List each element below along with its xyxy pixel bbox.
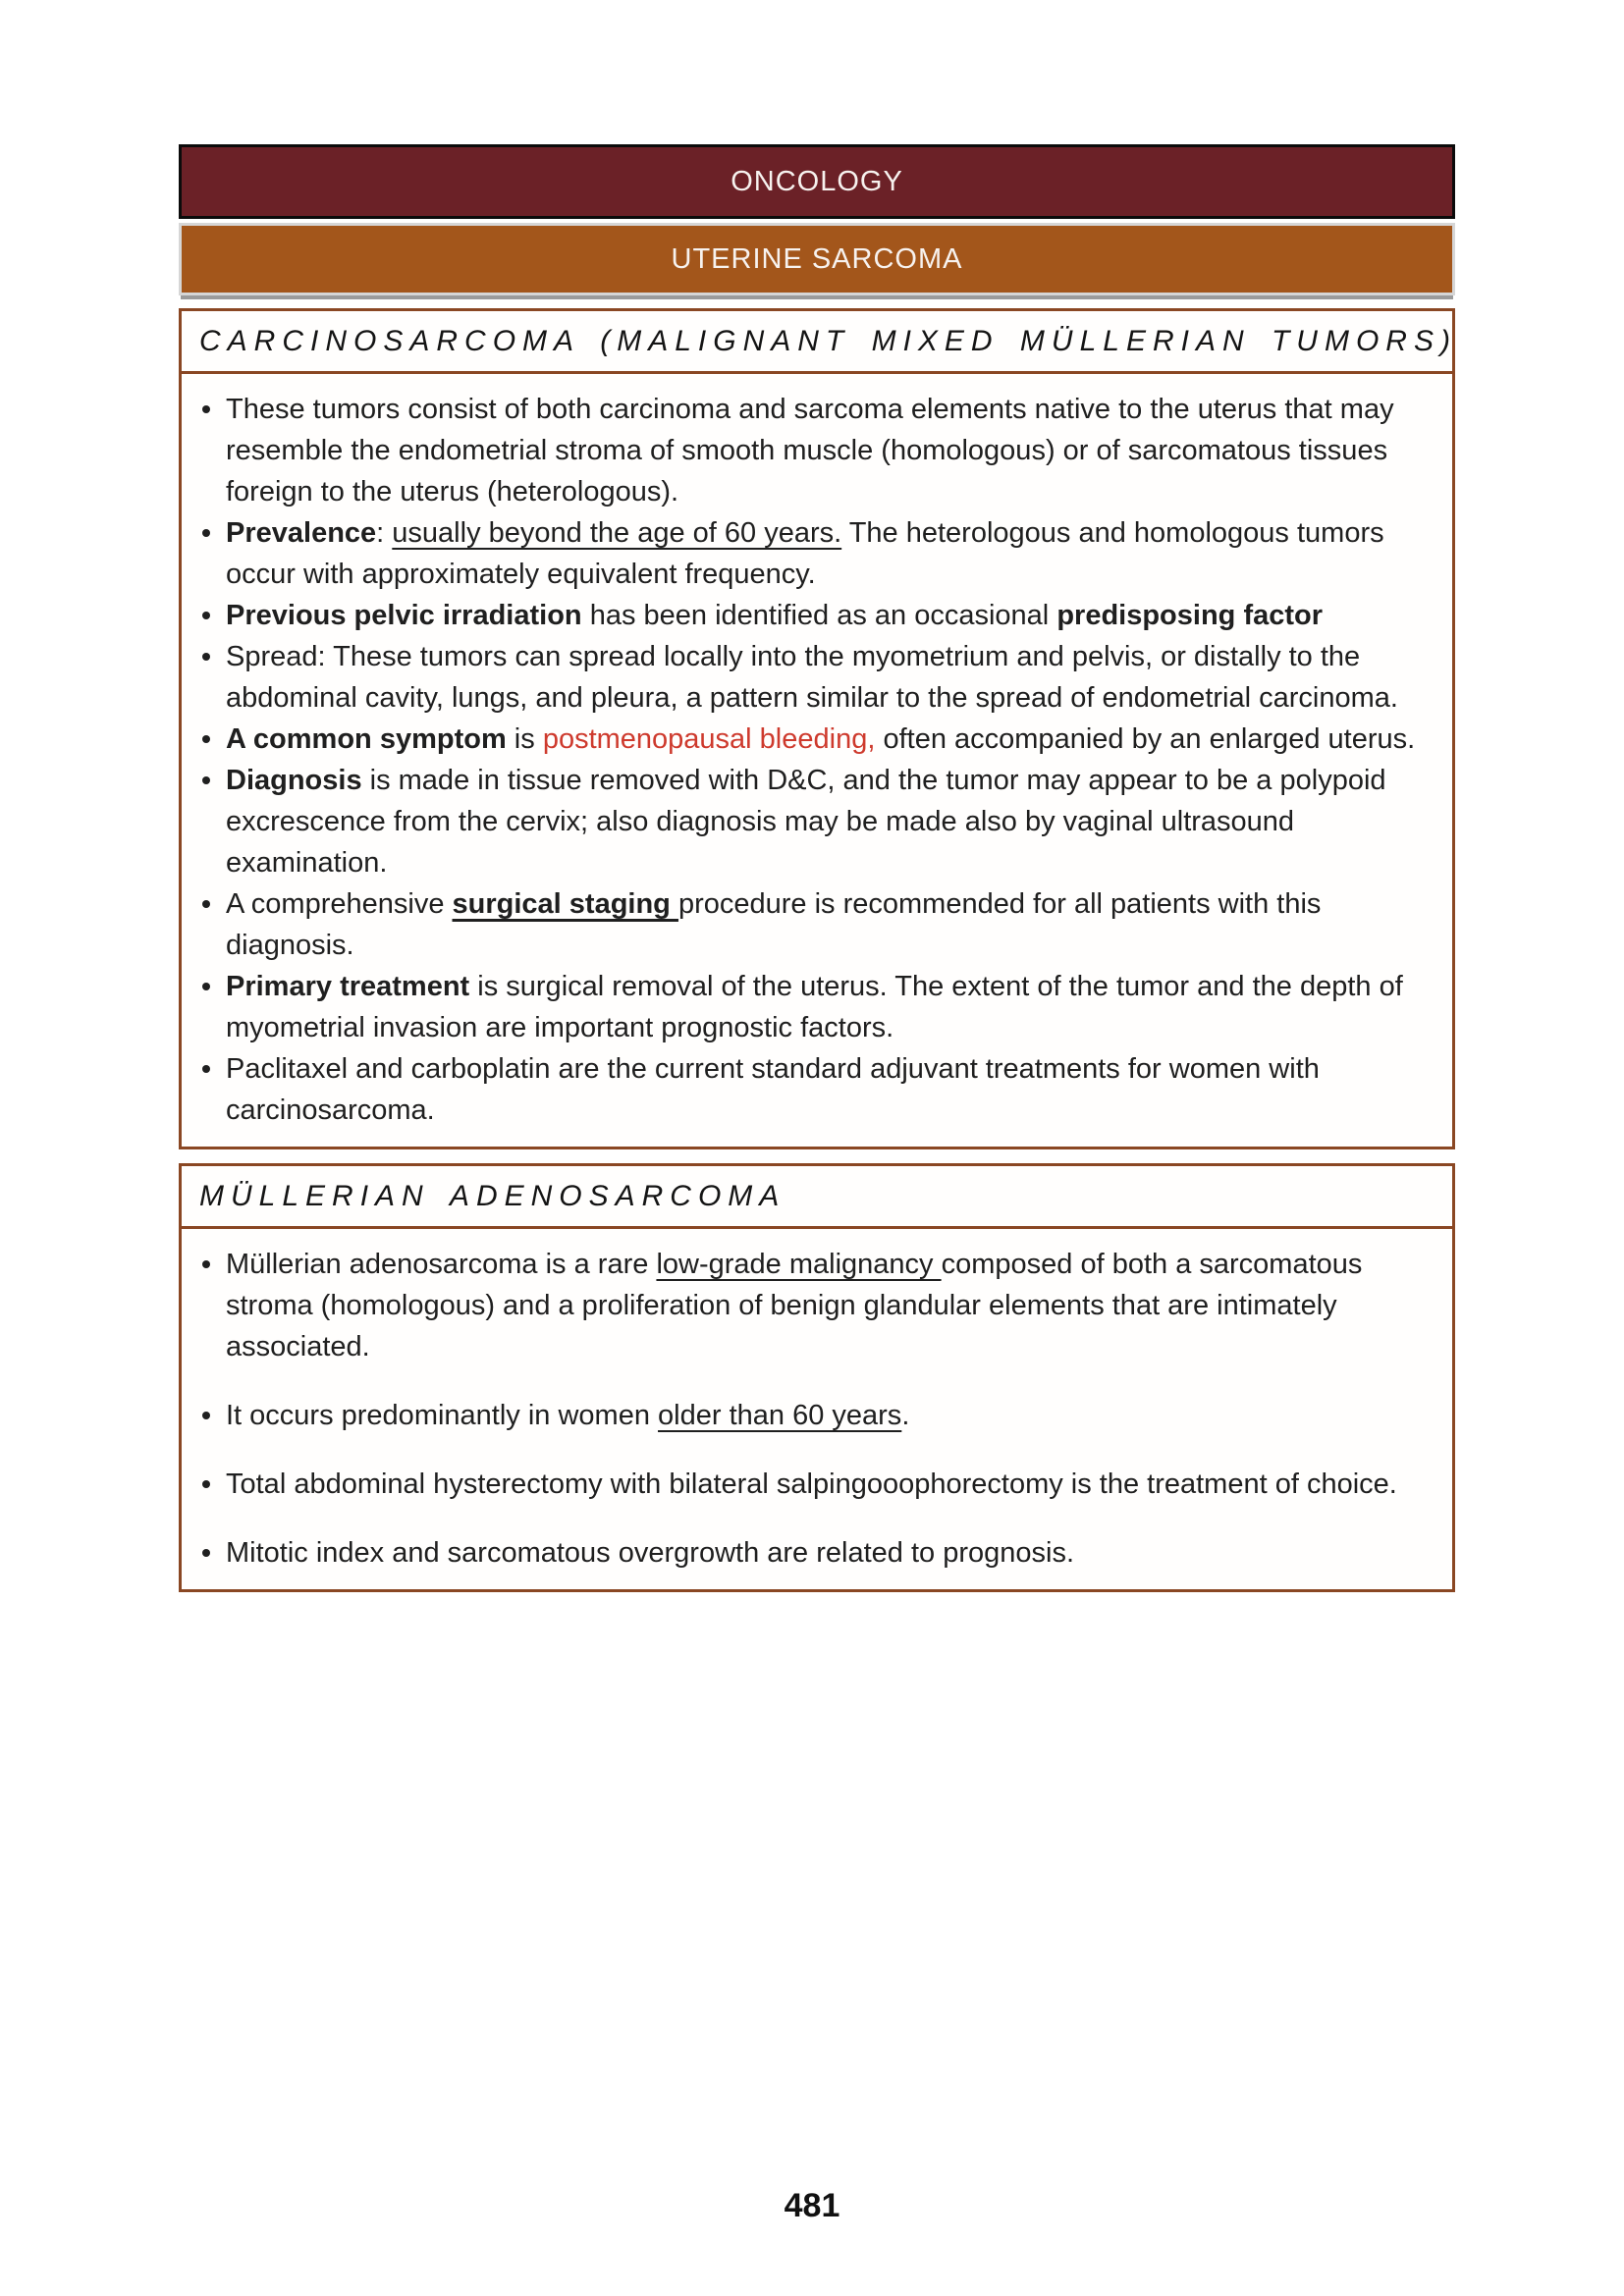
bullet-icon: [202, 653, 210, 661]
uterine-sarcoma-banner-label: UTERINE SARCOMA: [671, 242, 963, 275]
text-segment: has been identified as an occasional: [581, 600, 1057, 631]
text-segment: Total abdominal hysterectomy with bilateral salpingooophorectomy is the treatment of choice.: [226, 1468, 1397, 1500]
list-item: [182, 1244, 1425, 1367]
text-segment: predisposing factor: [1056, 600, 1324, 631]
section-title-muellerian-adenosarcoma: MÜLLERIAN ADENOSARCOMA: [182, 1166, 1452, 1229]
text-segment: is made in tissue removed with D&C, and the tumor may appear to be a polypoid excrescence from the cervix; also diagnosis may be made also by vaginal ultrasound examination.: [226, 765, 1386, 879]
list-item: [182, 760, 1425, 883]
bullet-icon: [202, 983, 210, 990]
oncology-banner: [179, 144, 1455, 219]
list-item: [182, 1048, 1425, 1131]
text-segment: The heterologous and homologous tumors occur with approximately equivalent frequency.: [226, 517, 1384, 590]
text-segment: .: [901, 1400, 910, 1431]
list-item: [182, 389, 1425, 512]
text-segment: Prevalence: [226, 517, 377, 549]
text-segment: Previous pelvic irradiation: [226, 600, 582, 631]
section-muellerian-adenosarcoma: [179, 1163, 1455, 1592]
bullet-icon: [202, 1549, 210, 1557]
text-segment: Diagnosis: [226, 765, 362, 796]
list-item: [182, 1464, 1425, 1505]
text-segment: usually beyond the age of 60 years.: [392, 517, 842, 549]
page-content: [179, 144, 1455, 1606]
text-segment: is: [506, 723, 543, 755]
section-carcinosarcoma: [179, 308, 1455, 1149]
list-item: [182, 966, 1425, 1048]
text-segment: A common symptom: [226, 723, 507, 755]
section-body-carcinosarcoma: [182, 374, 1452, 1147]
bullet-icon: [202, 1260, 210, 1268]
list-item: [182, 719, 1425, 760]
bullet-icon: [202, 1412, 210, 1419]
list-item: [182, 595, 1425, 636]
text-segment: :: [376, 517, 393, 549]
text-segment: composed of both a sarcomatous stroma (homologous) and a proliferation of benign glandular elements that are intimately associated.: [226, 1249, 1363, 1362]
text-segment: older than 60 years: [658, 1400, 902, 1431]
muellerian-adenosarcoma-bullet-list: [182, 1244, 1425, 1574]
list-item: [182, 1395, 1425, 1436]
text-segment: surgical staging: [452, 888, 678, 920]
text-segment: These tumors consist of both carcinoma and sarcoma elements native to the uterus that may resemble the endometrial stroma of smooth muscle (homologous) or of sarcomatous tissues foreign to the uterus (heterologous).: [226, 394, 1394, 507]
carcinosarcoma-bullet-list: [182, 389, 1425, 1131]
oncology-banner-label: ONCOLOGY: [731, 165, 903, 197]
list-item: [182, 512, 1425, 595]
text-segment: Paclitaxel and carboplatin are the current standard adjuvant treatments for women with carcinosarcoma.: [226, 1053, 1320, 1126]
bullet-icon: [202, 1480, 210, 1488]
list-item: [182, 883, 1425, 966]
text-segment: Müllerian adenosarcoma is a rare: [226, 1249, 657, 1280]
section-body-muellerian-adenosarcoma: [182, 1229, 1452, 1589]
bullet-icon: [202, 529, 210, 537]
text-segment: procedure is recommended for all patients with this diagnosis.: [226, 888, 1322, 961]
list-item: [182, 636, 1425, 719]
list-item: [182, 1532, 1425, 1574]
text-segment: Primary treatment: [226, 971, 470, 1002]
page-number: 481: [784, 2187, 840, 2224]
text-segment: postmenopausal bleeding,: [542, 723, 876, 755]
bullet-icon: [202, 1065, 210, 1073]
text-segment: low-grade malignancy: [656, 1249, 942, 1280]
text-segment: is surgical removal of the uterus. The extent of the tumor and the depth of myometrial invasion are important prognostic factors.: [226, 971, 1403, 1043]
text-segment: It occurs predominantly in women: [226, 1400, 659, 1431]
bullet-icon: [202, 735, 210, 743]
text-segment: Mitotic index and sarcomatous overgrowth are related to prognosis.: [226, 1537, 1074, 1569]
text-segment: Spread: These tumors can spread locally into the myometrium and pelvis, or distally to the abdominal cavity, lungs, and pleura, a pattern similar to the spread of endometrial carcinoma.: [226, 641, 1398, 714]
bullet-icon: [202, 405, 210, 413]
uterine-sarcoma-banner: [179, 223, 1455, 295]
bullet-icon: [202, 900, 210, 908]
bullet-icon: [202, 612, 210, 619]
section-title-carcinosarcoma: CARCINOSARCOMA (MALIGNANT MIXED MÜLLERIAN TUMORS): [182, 311, 1452, 374]
bullet-icon: [202, 776, 210, 784]
text-segment: often accompanied by an enlarged uterus.: [875, 723, 1416, 755]
text-segment: A comprehensive: [226, 888, 453, 920]
